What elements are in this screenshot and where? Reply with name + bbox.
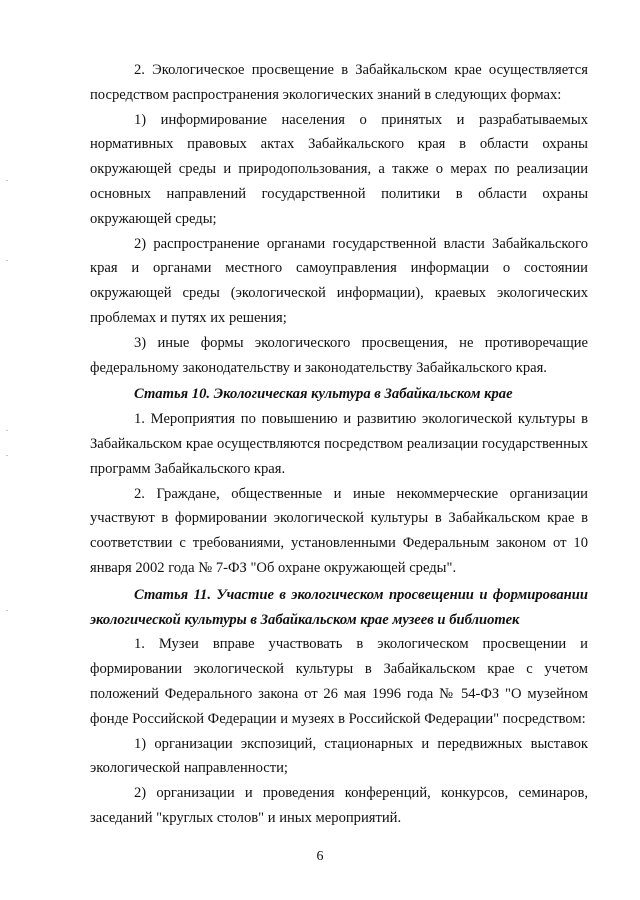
article-11-heading: Статья 11. Участие в экологическом просвещении и формировании экологической культуры в Забайкальском крае музеев и библиотек [90,586,588,628]
list-item-1-informing: 1) информирование населения о принятых и разрабатываемых нормативных правовых актах Забайкальского края в области охраны окружающей среды и природопользования, а также о мерах по реализации основных направлений государственной политики в области охраны окружающей среды; [90,111,588,227]
article-11-paragraph-1: 1. Музеи вправе участвовать в экологическом просвещении и формировании экологической культуры в Забайкальском крае с учетом положений Федерального закона от 26 мая 1996 года № 54-ФЗ "О музейном фонде Российской Федерации и музеях в Российской Федерации" посредством: [90,636,588,727]
page-number: 6 [316,849,324,864]
article-11-list-item-2: 2) организации и проведения конференций, конкурсов, семинаров, заседаний "круглых столов" и иных мероприятий. [90,785,588,826]
article-10-paragraph-2: 2. Граждане, общественные и иные некоммерческие организации участвуют в формировании экологической культуры в Забайкальском крае в соответствии с требованиями, установленными Федеральным законом от 10 января 2002 года № 7-ФЗ "Об охране окружающей среды". [90,485,588,576]
article-10-paragraph-1: 1. Мероприятия по повышению и развитию экологической культуры в Забайкальском крае осуществляются посредством реализации государственных программ Забайкальского края. [90,411,588,477]
paragraph-2-intro: 2. Экологическое просвещение в Забайкальском крае осуществляется посредством распространения экологических знаний в следующих формах: [90,62,588,103]
list-item-3-other-forms: 3) иные формы экологического просвещения, не противоречащие федеральному законодательству и законодательству Забайкальского края. [90,334,588,376]
scan-edge-marks [0,0,20,900]
list-item-2-distribution: 2) распространение органами государственной власти Забайкальского края и органами местного самоуправления информации о состоянии окружающей среды (экологической информации), краевых экологических проблемах и путях их решения; [90,235,588,326]
document-body [90,58,588,831]
article-10-heading: Статья 10. Экологическая культура в Забайкальском крае [134,386,513,403]
article-11-list-item-1: 1) организации экспозиций, стационарных и передвижных выставок экологической направленности; [90,735,588,777]
